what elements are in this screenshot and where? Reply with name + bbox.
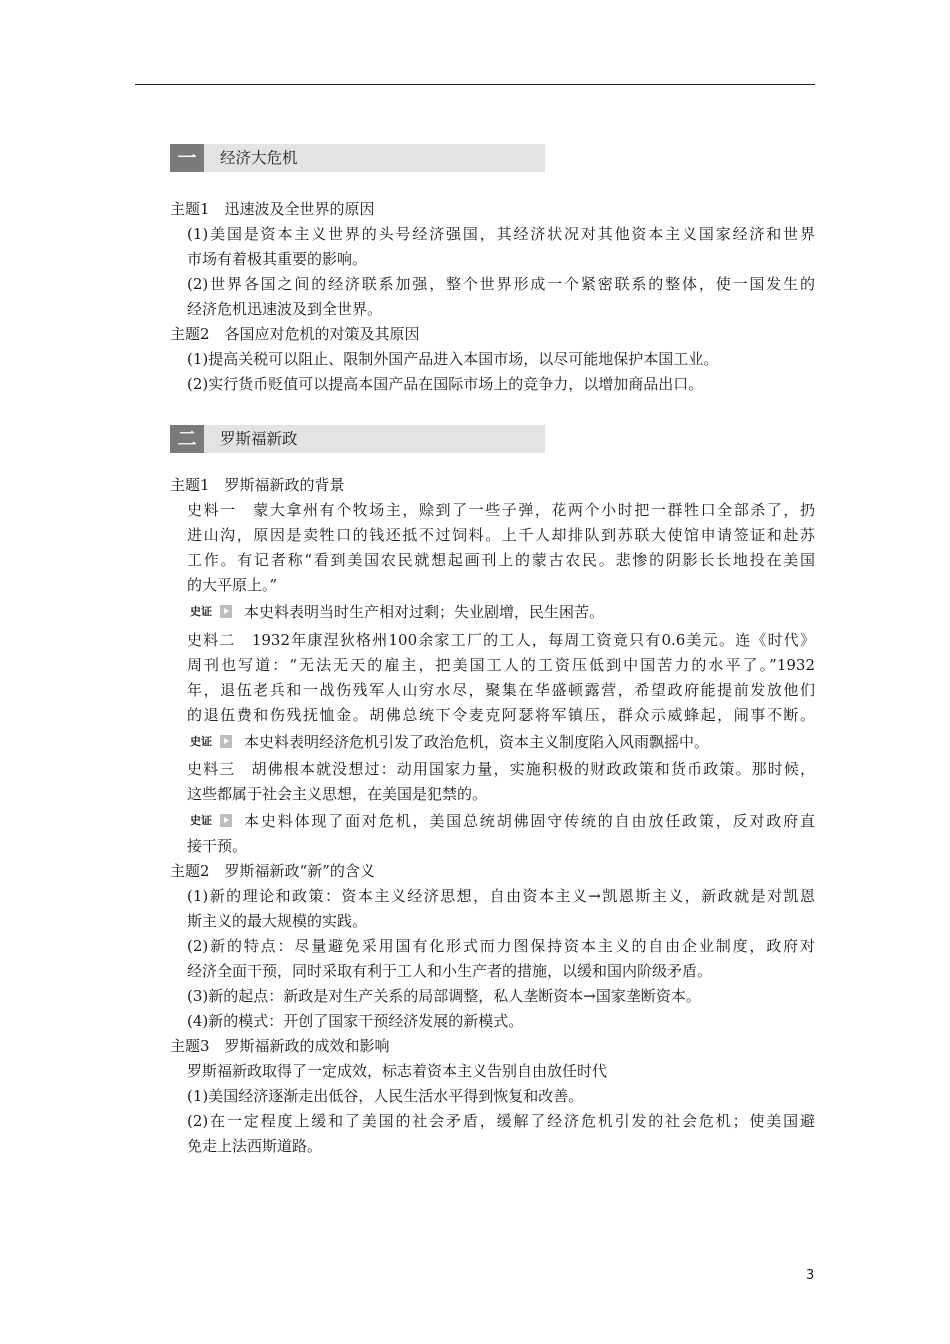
material-line: 的大平原上。” — [187, 576, 278, 594]
page-number: 3 — [806, 1268, 815, 1283]
section-title: 罗斯福新政 — [220, 430, 298, 448]
paragraph-line: 斯主义的最大规模的实践。 — [187, 912, 368, 930]
paragraph-line: (2)在一定程度上缓和了美国的社会矛盾，缓解了经济危机引发的社会危机；使美国避 — [187, 1112, 815, 1130]
paragraph-line: (2)新的特点：尽量避免采用国有化形式而力图保持资本主义的自由企业制度，政府对 — [187, 937, 815, 955]
evidence-badge — [190, 734, 234, 750]
paragraph-line: (1)美国经济逐渐走出低谷，人民生活水平得到恢复和改善。 — [187, 1087, 584, 1105]
material-line: 进山沟，原因是卖牲口的钱还抵不过饲料。上千人却排队到苏联大使馆申请签证和赴苏 — [187, 526, 815, 544]
paragraph-line: (2)实行货币贬值可以提高本国产品在国际市场上的竞争力，以增加商品出口。 — [187, 375, 704, 393]
paragraph-line: (1)新的理论和政策：资本主义经济思想，自由资本主义→凯恩斯主义，新政就是对凯恩 — [187, 887, 815, 905]
section-number: 二 — [170, 425, 204, 453]
section-title: 经济大危机 — [220, 149, 298, 167]
section-number: 一 — [170, 144, 204, 172]
arrow-right-icon — [220, 605, 232, 618]
material-line: 史料一 蒙大拿州有个牧场主，赊到了一些子弹，花两个小时把一群牲口全部杀了，扔 — [187, 501, 815, 519]
paragraph-line: (2)世界各国之间的经济联系加强，整个世界形成一个紧密联系的整体，使一国发生的 — [187, 275, 815, 293]
material-line: 周刊也写道：“无法无天的雇主，把美国工人的工资压低到中国苦力的水平了。”1932 — [187, 656, 815, 674]
topic-heading: 主题1 罗斯福新政的背景 — [170, 476, 345, 494]
section-header-economic-crisis — [170, 144, 545, 172]
material-line: 年，退伍老兵和一战伤残军人山穷水尽，聚集在华盛顿露营，希望政府能提前发放他们 — [187, 681, 815, 699]
paragraph-line: 免走上法西斯道路。 — [187, 1137, 323, 1155]
evidence-text: 本史料表明当时生产相对过剩；失业剧增，民生困苦。 — [244, 603, 605, 621]
evidence-text: 本史料体现了面对危机，美国总统胡佛固守传统的自由放任政策，反对政府直 — [244, 812, 815, 830]
paragraph-line: 市场有着极其重要的影响。 — [187, 250, 368, 268]
evidence-label: 史证 — [190, 735, 212, 748]
topic-heading: 主题2 各国应对危机的对策及其原因 — [170, 325, 420, 343]
paragraph-line: 经济全面干预，同时采取有利于工人和小生产者的措施，以缓和国内阶级矛盾。 — [187, 962, 713, 980]
evidence-badge — [190, 813, 234, 829]
section-header-new-deal — [170, 425, 545, 453]
material-line: 这些都属于社会主义思想，在美国是犯禁的。 — [187, 785, 488, 803]
topic-heading: 主题3 罗斯福新政的成效和影响 — [170, 1037, 390, 1055]
material-line: 史料三 胡佛根本就没想过：动用国家力量，实施积极的财政政策和货币政策。那时候， — [187, 760, 815, 778]
paragraph-line: (4)新的模式：开创了国家干预经济发展的新模式。 — [187, 1012, 524, 1030]
evidence-text: 本史料表明经济危机引发了政治危机，资本主义制度陷入风雨飘摇中。 — [244, 733, 710, 751]
topic-heading: 主题2 罗斯福新政“新”的含义 — [170, 862, 375, 880]
evidence-text: 接干预。 — [187, 837, 248, 855]
evidence-label: 史证 — [190, 814, 212, 827]
paragraph-line: (3)新的起点：新政是对生产关系的局部调整，私人垄断资本→国家垄断资本。 — [187, 987, 701, 1005]
material-line: 的退伍费和伤残抚恤金。胡佛总统下令麦克阿瑟将军镇压，群众示威蜂起，闹事不断。 — [187, 706, 815, 724]
arrow-right-icon — [220, 814, 232, 827]
header-rule — [135, 84, 815, 85]
evidence-badge — [190, 604, 234, 620]
paragraph-line: 罗斯福新政取得了一定成效，标志着资本主义告别自由放任时代 — [187, 1062, 608, 1080]
evidence-label: 史证 — [190, 605, 212, 618]
material-line: 工作。有记者称“看到美国农民就想起画刊上的蒙古农民。悲惨的阴影长长地投在美国 — [187, 551, 815, 569]
paragraph-line: 经济危机迅速波及到全世界。 — [187, 300, 383, 318]
paragraph-line: (1)提高关税可以阻止、限制外国产品进入本国市场，以尽可能地保护本国工业。 — [187, 350, 719, 368]
topic-heading: 主题1 迅速波及全世界的原因 — [170, 200, 375, 218]
arrow-right-icon — [220, 735, 232, 748]
paragraph-line: (1)美国是资本主义世界的头号经济强国，其经济状况对其他资本主义国家经济和世界 — [187, 225, 815, 243]
material-line: 史料二 1932年康涅狄格州100余家工厂的工人，每周工资竟只有0.6美元。连《时代》 — [187, 631, 815, 649]
